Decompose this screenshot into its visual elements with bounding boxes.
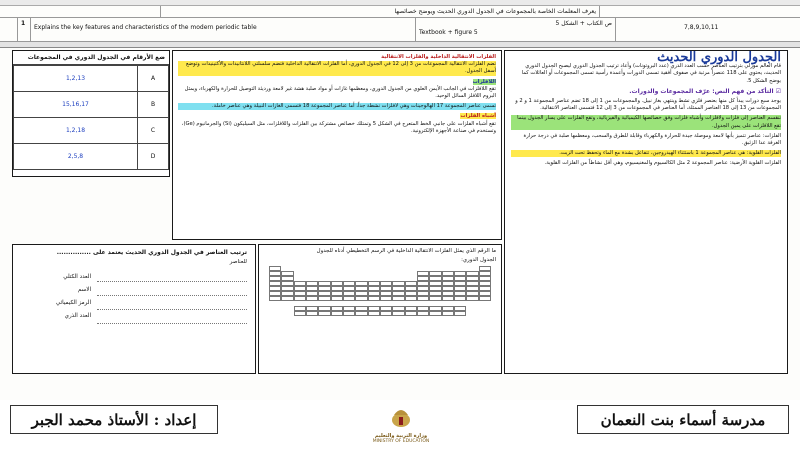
header-row-1 bbox=[0, 6, 800, 18]
element-cell bbox=[405, 311, 417, 316]
answer-line[interactable] bbox=[97, 285, 247, 296]
periodic-table-grid bbox=[259, 266, 501, 316]
answer-line[interactable] bbox=[97, 313, 247, 324]
element-cell bbox=[331, 311, 343, 316]
checkbox-icon: ☑ bbox=[775, 87, 781, 95]
element-cell bbox=[392, 311, 404, 316]
paragraph: تنقسم العناصر إلى فلزات ولافلزات وأشباه فلزات وفق خصائصها الكيميائية والفيزيائية، وتقع الفلزات على يسار الجدول بينما تقع اللافلزات على يمين الجدول. bbox=[511, 115, 781, 129]
middle-text-panel bbox=[172, 50, 502, 240]
answer-line[interactable] bbox=[97, 299, 247, 310]
outcome-number: 1 bbox=[18, 18, 31, 41]
letter-cell: C bbox=[138, 118, 169, 144]
answer-cell[interactable]: 1,2,18 bbox=[14, 118, 138, 144]
paragraph: الفلزات القلوية: هي عناصر المجموعة 1 باستثناء الهيدروجين، تتفاعل بشدة مع الماء وتحفظ تحت الزيت. bbox=[511, 150, 781, 157]
exercise-field-label: الاسم bbox=[77, 287, 91, 293]
periodic-grid-cells bbox=[269, 266, 491, 316]
element-cell bbox=[343, 311, 355, 316]
paragraph: الفلزات: عناصر تتميز بأنها لامعة وموصلة جيدة للحرارة والكهرباء وقابلة للطرق والسحب، ومعظمها صلبة في درجة حرارة الغرفة عدا الزئبق. bbox=[523, 132, 781, 147]
paragraph: تسمى عناصر المجموعة 17 الهالوجينات وهي لافلزات نشطة جداً، أما عناصر المجموعة 18 فتسمى الغازات النبيلة وهي عناصر خاملة. bbox=[178, 103, 496, 110]
groups-table bbox=[13, 65, 169, 170]
exercise-subtitle: للعناصر bbox=[229, 259, 247, 265]
element-cell bbox=[442, 311, 454, 316]
element-cell bbox=[306, 311, 318, 316]
element-cell bbox=[417, 311, 429, 316]
letter-cell: A bbox=[138, 66, 169, 92]
ordering-exercise-panel bbox=[12, 244, 256, 374]
letter-cell: B bbox=[138, 92, 169, 118]
grade-levels: 7,8,9,10,11 bbox=[684, 24, 719, 31]
empty-cell bbox=[269, 311, 281, 316]
answer-cell[interactable]: 2,5,8 bbox=[14, 144, 138, 170]
table-row bbox=[14, 66, 169, 92]
reference-en: Textbook + figure 5 bbox=[419, 29, 478, 36]
empty-cell bbox=[479, 311, 491, 316]
answer-cell[interactable]: 1,2,13 bbox=[14, 66, 138, 92]
header-outcome-ar: يعرف المعلمات الخاصة بالمجموعات في الجدول الدوري الحديث ويوضح خصائصها bbox=[160, 6, 600, 17]
answer-line[interactable] bbox=[97, 271, 247, 282]
empty-cell bbox=[466, 311, 478, 316]
periodic-table-diagram-panel bbox=[258, 244, 502, 374]
empty-cell bbox=[281, 311, 293, 316]
school-name-banner: مدرسة أسماء بنت النعمان bbox=[577, 405, 789, 434]
section-heading: الفلزات الانتقالية الداخلية والفلزات الانتقالية bbox=[381, 54, 496, 60]
exercise-field-label: العدد الكتلي bbox=[63, 274, 91, 280]
element-cell bbox=[380, 311, 392, 316]
exercise-field-label: الرمز الكيميائي bbox=[55, 300, 91, 306]
header-empty-cell bbox=[600, 6, 800, 17]
diagram-caption: ما الرقم الذي يمثل الفلزات الانتقالية الداخلية في الرسم التخطيطي أدناه للجدول bbox=[316, 248, 496, 254]
groups-answer-panel bbox=[12, 50, 170, 177]
paragraph: تقع اللافلزات في الجانب الأيمن العلوي من الجدول الدوري، ومعظمها غازات أو مواد صلبة هشة غير لامعة ورديئة التوصيل للحرارة والكهرباء، ويمثل البروم اللافلز السائل الوحيد. bbox=[184, 85, 496, 100]
element-cell bbox=[318, 311, 330, 316]
element-cell bbox=[368, 311, 380, 316]
diagram-table-caption: الجدول الدوري: bbox=[461, 257, 496, 263]
paragraph: الفلزات القلوية الأرضية: عناصر المجموعة 2 مثل الكالسيوم والمغنيسيوم، وهي أقل نشاطاً من الفلزات القلوية. bbox=[544, 160, 781, 167]
check-understanding-heading: ☑ التأكد من فهم النص: عرّف المجموعات والدورات. bbox=[629, 87, 781, 95]
ministry-name-en: MINISTRY OF EDUCATION bbox=[372, 439, 430, 444]
table-row bbox=[14, 92, 169, 118]
section-heading: اللافلزات bbox=[472, 78, 496, 85]
paragraph: يوجد سبع دورات يبدأ كل منها بعنصر فلزي نشط وينتهي بغاز نبيل. والمجموعات من 1 إلى 18 تضم عناصر المجموعة 1 و 2 و المجموعات من 13 إلى 18 العناصر الممثلة، أما العناصر في المجموعات من 3 إلى 12 فتسمى العناصر الانتقالية. bbox=[515, 98, 781, 112]
header-separator bbox=[0, 42, 800, 48]
table-row bbox=[14, 118, 169, 144]
page-title: الجدول الدوري الحديث bbox=[657, 50, 781, 65]
paragraph: تضم الفلزات الانتقالية المجموعات من 3 إلى 12 في الجدول الدوري، أما الفلزات الانتقالية الداخلية فتضم سلسلتي اللانثانيدات والأكتينيدات وتوضع أسفل الجدول. bbox=[178, 61, 496, 75]
element-cell bbox=[454, 311, 466, 316]
reference-ar: ص الكتاب + الشكل 5 bbox=[555, 20, 612, 27]
groups-table-title: ضع الأرقام في الجدول الدوري في المجموعات bbox=[13, 51, 169, 65]
paragraph: تقع أشباه الفلزات على جانبي الخط المتعرج في الشكل 5 وتمتلك خصائص مشتركة بين الفلزات واللافلزات، مثل السيليكون (Si) والجرمانيوم (Ge)، وتستخدم في صناعة الأجهزة الإلكترونية. bbox=[181, 120, 496, 134]
section-heading: أشباه الفلزات bbox=[460, 113, 496, 120]
outcome-en: Explains the key features and characteristics of the modern periodic table bbox=[31, 18, 416, 41]
answer-cell[interactable]: 15,16,17 bbox=[14, 92, 138, 118]
emblem-icon bbox=[388, 405, 414, 429]
element-cell bbox=[355, 311, 367, 316]
ministry-name-ar: وزارة التربية والتعليم bbox=[374, 433, 428, 439]
right-text-panel bbox=[504, 50, 788, 374]
author-banner: إعداد : الأستاذ محمد الجبر bbox=[10, 405, 218, 434]
letter-cell: D bbox=[138, 144, 169, 170]
element-cell bbox=[429, 311, 441, 316]
paragraph: قام العالم موزلي بترتيب العناصر حسب العدد الذري (عدد البروتونات) وأعاد ترتيب الجدول الدوري ليصبح الجدول الدوري الحديث، يحتوي على 118 عنصراً مرتبة في صفوف أفقية تسمى الدورات وأعمدة رأسية تسمى المجموعات أو العائلات كما يوضح الشكل 5. bbox=[521, 63, 781, 84]
exercise-title: ترتيب العناصر في الجدول الدوري الحديث يعتمد على ............... bbox=[56, 249, 247, 256]
ministry-logo bbox=[356, 405, 446, 449]
element-cell bbox=[294, 311, 306, 316]
exercise-field-label: العدد الذري bbox=[64, 313, 91, 319]
reference-cell bbox=[416, 18, 616, 41]
header-row-2 bbox=[0, 18, 800, 42]
table-row bbox=[14, 144, 169, 170]
